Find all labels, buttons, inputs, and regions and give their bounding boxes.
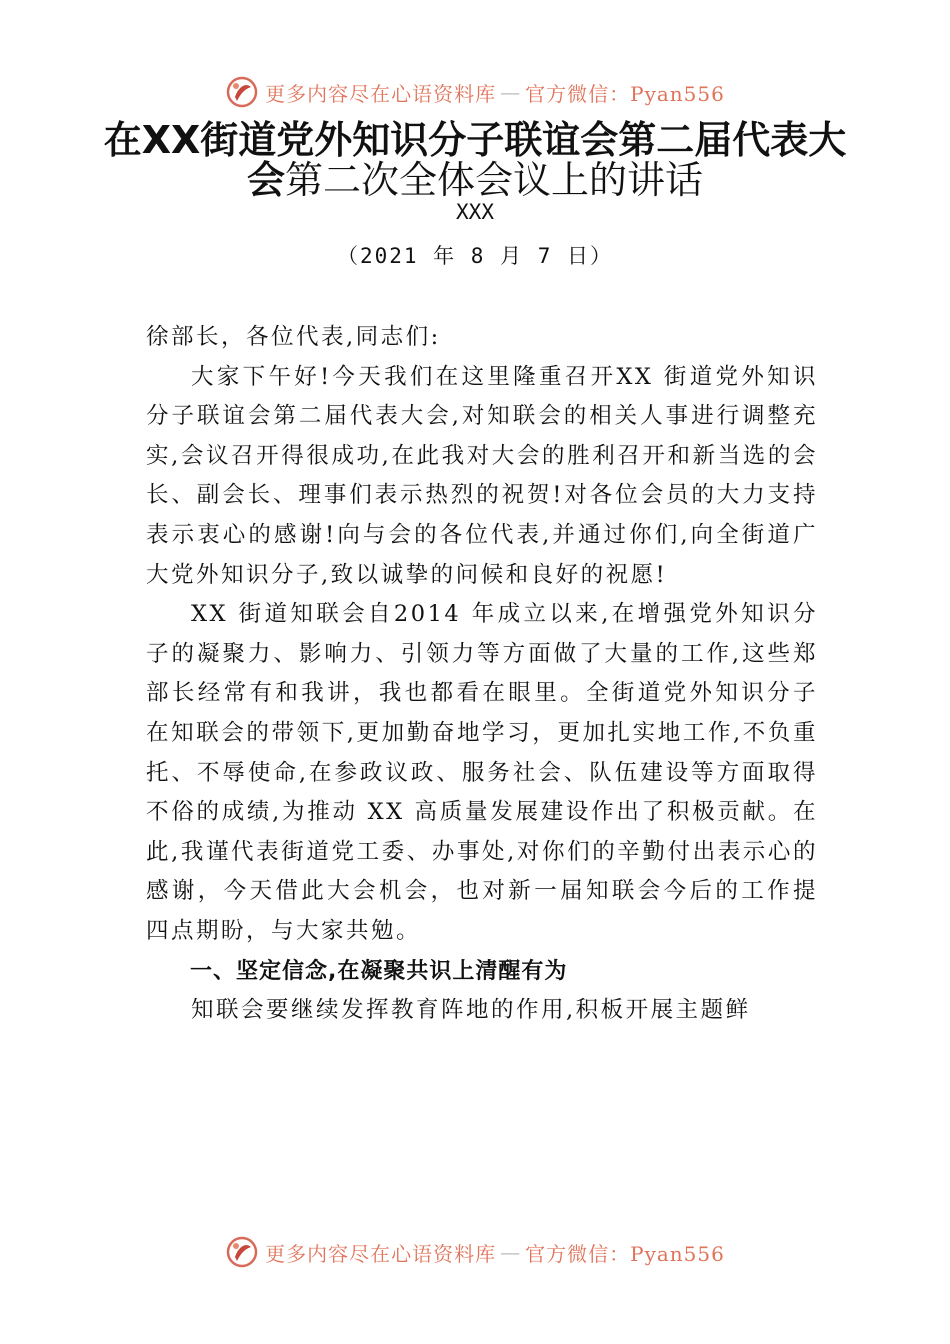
banner-wechat: 官方微信：Pyan556 [525, 1241, 725, 1266]
paragraph-3: 知联会要继续发挥教育阵地的作用,积板开展主题鲜 [191, 997, 751, 1024]
banner-separator: — [500, 1240, 522, 1264]
document-body [146, 318, 818, 1031]
paragraph-2: XX 街道知联会自2014 年成立以来,在增强党外知识分子的凝聚力、影响力、引领力等方面做了大量的工作,这些郑部长经常有和我讲，我也都看在眼里。全街道党外知识分子在知联会的带领下,更加勤奋地学习，更加扎实地工作,不负重托、不辱使命,在参政议政、服务社会、队伍建设等方面取得不俗的成绩,为推动 XX 高质量发展建设作出了积极贡献。在此,我谨代表街道党工委、办事处,对你们的辛勤付出表示心的感谢，今天借此大会机会，也对新一届知联会今后的工作提四点期盼，与大家共勉。 [146, 601, 818, 944]
author: XXX [456, 200, 494, 224]
section-heading-1: 一、坚定信念,在凝聚共识上清醒有为 [190, 958, 568, 984]
banner-separator: — [500, 80, 522, 104]
footer-watermark-banner [0, 1232, 950, 1272]
greeting: 徐部长，各位代表,同志们: [146, 324, 441, 350]
banner-text: 更多内容尽在心语资料库 [265, 1241, 497, 1266]
paragraph-1: 大家下午好!今天我们在这里隆重召开XX 街道党外知识分子联谊会第二届代表大会,对知联会的相关人事进行调整充实,会议召开得很成功,在此我对大会的胜利召开和新当选的会长、副会长、理事们表示热烈的祝贺!对各位会员的大力支持表示衷心的感谢!向与会的各位代表,并通过你们,向全街道广大党外知识分子,致以诚挚的问候和良好的祝愿! [146, 363, 818, 588]
logo-icon [225, 75, 259, 109]
logo-icon [225, 1235, 259, 1269]
title-bold-part: 在XX街道党外知识分子联谊会第二届代表大会 [103, 118, 847, 202]
title-rest-part: 第二次全体会议上的讲话 [285, 158, 704, 202]
page-title [95, 120, 855, 200]
header-watermark-banner [0, 72, 950, 112]
banner-text: 更多内容尽在心语资料库 [265, 81, 497, 106]
speech-date: （2021 年 8 月 7 日） [336, 244, 614, 268]
banner-wechat: 官方微信：Pyan556 [525, 81, 725, 106]
